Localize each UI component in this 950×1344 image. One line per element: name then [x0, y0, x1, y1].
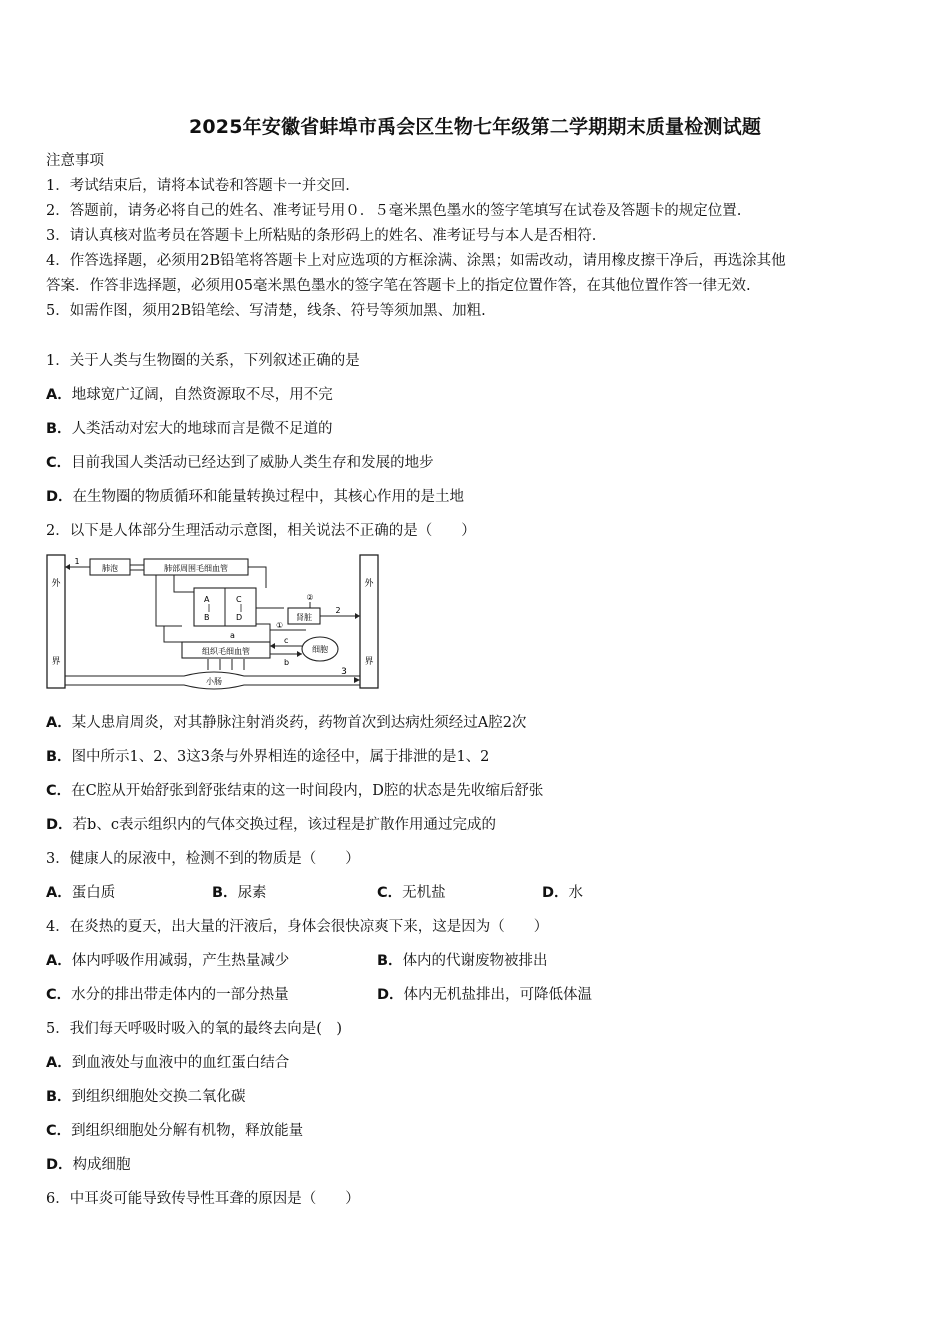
chamber-b-label: B [204, 613, 210, 622]
q3-option-c[interactable]: C．无机盐 [377, 885, 446, 901]
outer-wall-left [47, 555, 65, 688]
chamber-a-label: A [204, 595, 210, 604]
q4-options-row-2 [46, 985, 746, 1005]
letter-a-label: a [230, 631, 235, 640]
path-2-label: 2 [335, 606, 341, 615]
small-intestine-label: 小肠 [206, 677, 222, 686]
notice-item: 答案．作答非选择题，必须用05毫米黑色墨水的签字笔在答题卡上的指定位置作答，在其他位置作答一律无效. [46, 278, 751, 294]
notice-item: 4．作答选择题，必须用2B铅笔将答题卡上对应选项的方框涂满、涂黑；如需改动，请用橡皮擦干净后，再选涂其他 [46, 253, 786, 269]
notice-item: 2．答题前，请务必将自己的姓名、准考证号用０．５毫米黑色墨水的签字笔填写在试卷及答题卡的规定位置. [46, 203, 742, 219]
lung-alveoli-label: 肺泡 [102, 564, 118, 573]
notice-item: 1．考试结束后，请将本试卷和答题卡一并交回. [46, 178, 350, 194]
q5-option-a[interactable]: A．到血液处与血液中的血红蛋白结合 [46, 1055, 290, 1071]
question-6-stem: 6．中耳炎可能导致传导性耳聋的原因是（ ） [46, 1191, 360, 1207]
question-2-stem: 2．以下是人体部分生理活动示意图，相关说法不正确的是（ ） [46, 523, 476, 539]
q1-option-d[interactable]: D．在生物圈的物质循环和能量转换过程中，其核心作用的是土地 [46, 489, 465, 505]
q5-option-b[interactable]: B．到组织细胞处交换二氧化碳 [46, 1089, 246, 1105]
tissue-capillaries-label: 组织毛细血管 [202, 647, 250, 656]
lung-capillaries-label: 肺部周围毛细血管 [164, 564, 228, 573]
q2-option-d[interactable]: D．若b、c表示组织内的气体交换过程，该过程是扩散作用通过完成的 [46, 817, 496, 833]
chamber-d-label: D [236, 613, 243, 622]
q3-option-d[interactable]: D．水 [542, 885, 584, 901]
letter-c-label: c [284, 636, 289, 645]
page-title: 2025年安徽省蚌埠市禹会区生物七年级第二学期期末质量检测试题 [188, 116, 762, 138]
path-3-label: 3 [341, 667, 347, 677]
q4-option-a[interactable]: A．体内呼吸作用减弱，产生热量减少 [46, 953, 290, 969]
letter-b-label: b [284, 658, 290, 667]
question-3-stem: 3．健康人的尿液中，检测不到的物质是（ ） [46, 851, 360, 867]
kidney-label: 肾脏 [296, 613, 312, 622]
physiology-diagram [44, 552, 382, 692]
notice-item: 3．请认真核对监考员在答题卡上所粘贴的条形码上的姓名、准考证号与本人是否相符. [46, 228, 597, 244]
circle-1-label: ① [276, 621, 284, 630]
q5-option-c[interactable]: C．到组织细胞处分解有机物，释放能量 [46, 1123, 304, 1139]
q4-option-b[interactable]: B．体内的代谢废物被排出 [377, 953, 548, 969]
q2-option-a[interactable]: A．某人患肩周炎，对其静脉注射消炎药，药物首次到达病灶须经过A腔2次 [46, 715, 527, 731]
q4-option-d[interactable]: D．体内无机盐排出，可降低体温 [377, 987, 593, 1003]
q2-option-b[interactable]: B．图中所示1、2、3这3条与外界相连的途径中，属于排泄的是1、2 [46, 749, 490, 765]
q4-option-c[interactable]: C．水分的排出带走体内的一部分热量 [46, 987, 289, 1003]
q3-option-a[interactable]: A．蛋白质 [46, 885, 116, 901]
question-4-stem: 4．在炎热的夏天，出大量的汗液后，身体会很快凉爽下来，这是因为（ ） [46, 919, 549, 935]
q3-option-b[interactable]: B．尿素 [212, 885, 267, 901]
circle-2-label: ② [306, 593, 314, 602]
cell-label: 细胞 [312, 645, 328, 654]
q5-option-d[interactable]: D．构成细胞 [46, 1157, 131, 1173]
q1-option-b[interactable]: B．人类活动对宏大的地球而言是微不足道的 [46, 421, 333, 437]
world-left-label: 界 [51, 657, 61, 667]
q3-options-row [46, 883, 646, 903]
path-1-label: 1 [74, 557, 80, 566]
notice-heading: 注意事项 [46, 153, 104, 169]
q1-option-a[interactable]: A．地球宽广辽阔，自然资源取不尽，用不完 [46, 387, 333, 403]
question-1-stem: 1．关于人类与生物圈的关系，下列叙述正确的是 [46, 353, 360, 369]
world-right-label: 界 [364, 657, 374, 667]
question-5-stem: 5．我们每天呼吸时吸入的氧的最终去向是( ) [46, 1021, 343, 1037]
q2-option-c[interactable]: C．在C腔从开始舒张到舒张结束的这一时间段内，D腔的状态是先收缩后舒张 [46, 783, 544, 799]
chamber-c-label: C [236, 595, 242, 604]
notice-item: 5．如需作图，须用2B铅笔绘、写清楚，线条、符号等须加黑、加粗. [46, 303, 486, 319]
outer-right-label: 外 [364, 579, 374, 589]
q1-option-c[interactable]: C．目前我国人类活动已经达到了威胁人类生存和发展的地步 [46, 455, 434, 471]
outer-wall-right [360, 555, 378, 688]
outer-left-label: 外 [51, 579, 61, 589]
q4-options-row-1 [46, 951, 746, 971]
